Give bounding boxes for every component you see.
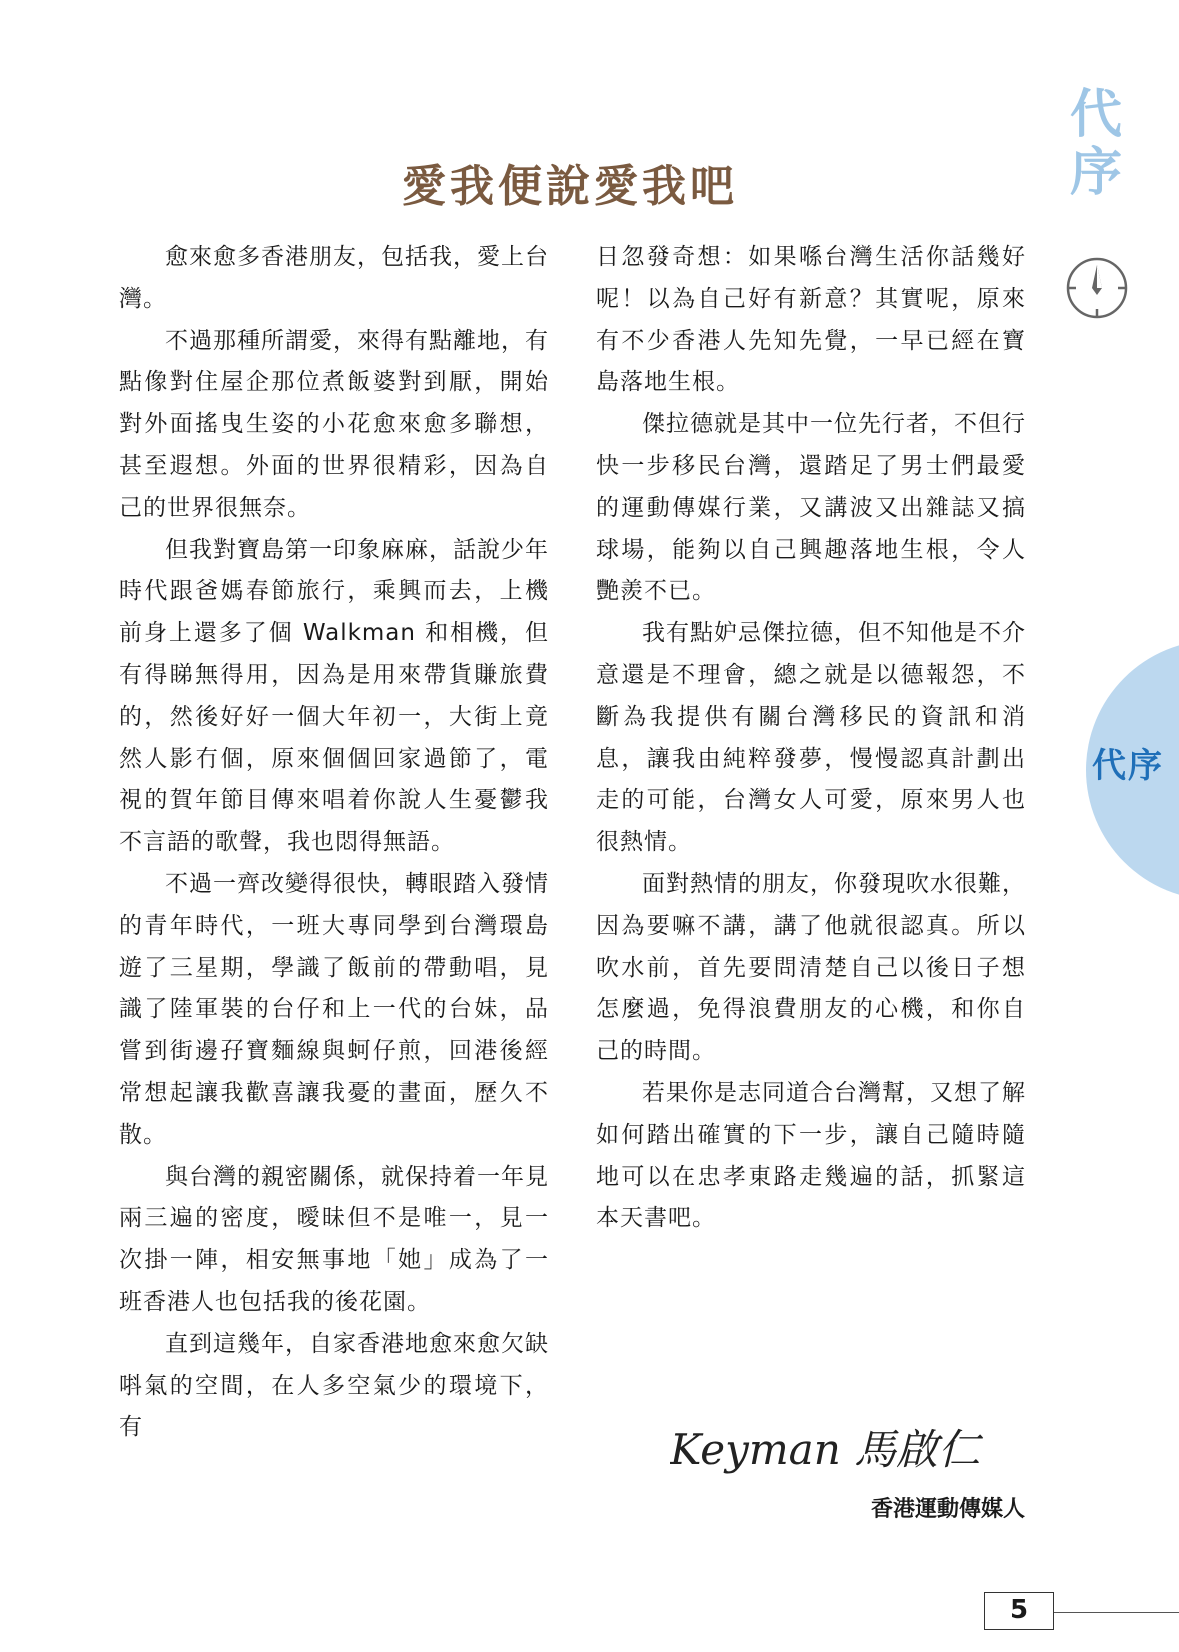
side-title-char: 代 xyxy=(1069,85,1122,145)
paragraph: 與台灣的親密關係，就保持着一年見兩三遍的密度，曖昧但不是唯一，見一次掛一陣，相安無事地「她」成為了一班香港人也包括我的後花園。 xyxy=(119,1163,549,1315)
paragraph: 面對熱情的朋友，你發現吹水很難，因為要嘛不講，講了他就很認真。所以吹水前，首先要問清楚自己以後日子想怎麼過，免得浪費朋友的心機，和你自己的時間。 xyxy=(596,870,1026,1065)
author-title: 香港運動傳媒人 xyxy=(870,1497,1025,1522)
paragraph: 但我對寶島第一印象麻麻，話說少年時代跟爸媽春節旅行，乘興而去，上機前身上還多了個 Walkman 和相機，但有得睇無得用，因為是用來帶貨賺旅費的，然後好好一個大年初一，大街上竟然人影冇個，原來個個回家過節了，電視的賀年節目傳來唱着你說人生憂鬱我不言語的歌聲，我也悶得無語。 xyxy=(119,536,549,856)
section-tab-label: 代序 xyxy=(1092,746,1164,786)
section-side-title xyxy=(1066,86,1126,202)
left-column xyxy=(119,237,549,1449)
paragraph-continuation: 日忽發奇想：如果喺台灣生活你話幾好呢！以為自己好有新意？其實呢，原來有不少香港人先知先覺，一早已經在寶島落地生根。 xyxy=(596,244,1026,396)
paragraph: 愈來愈多香港朋友，包括我，愛上台灣。 xyxy=(119,244,549,312)
paragraph: 不過那種所謂愛，來得有點離地，有點像對住屋企那位煮飯婆對到厭，開始對外面搖曳生姿的小花愈來愈多聯想，甚至遐想。外面的世界很精彩，因為自己的世界很無奈。 xyxy=(119,327,549,521)
compass-icon xyxy=(1064,255,1130,321)
signature-text: Keyman 馬啟仁 xyxy=(670,1425,981,1474)
paragraph: 不過一齊改變得很快，轉眼踏入發情的青年時代，一班大專同學到台灣環島遊了三星期，學識了飯前的帶動唱，見識了陸軍裝的台仔和上一代的台妹，品嘗到街邊孖寶麵線與蚵仔煎，回港後經常想起讓我歡喜讓我憂的畫面，歷久不散。 xyxy=(119,870,549,1148)
side-title-char: 序 xyxy=(1069,143,1122,203)
signature xyxy=(670,1418,1020,1488)
paragraph: 傑拉德就是其中一位先行者，不但行快一步移民台灣，還踏足了男士們最愛的運動傳媒行業，又講波又出雜誌又搞球場，能夠以自己興趣落地生根，令人艷羨不已。 xyxy=(596,411,1026,605)
right-column xyxy=(596,237,1026,1240)
paragraph: 若果你是志同道合台灣幫，又想了解如何踏出確實的下一步，讓自己隨時隨地可以在忠孝東路走幾遍的話，抓緊這本天書吧。 xyxy=(596,1079,1026,1232)
paragraph: 直到這幾年，自家香港地愈來愈欠缺唞氣的空間，在人多空氣少的環境下，有 xyxy=(119,1330,549,1441)
footer-rule xyxy=(1054,1612,1179,1613)
page-title: 愛我便說愛我吧 xyxy=(402,161,738,212)
page-number: 5 xyxy=(984,1592,1054,1630)
paragraph: 我有點妒忌傑拉德，但不知他是不介意還是不理會，總之就是以德報怨，不斷為我提供有關台灣移民的資訊和消息，讓我由純粹發夢，慢慢認真計劃出走的可能，台灣女人可愛，原來男人也很熱情。 xyxy=(596,620,1026,856)
